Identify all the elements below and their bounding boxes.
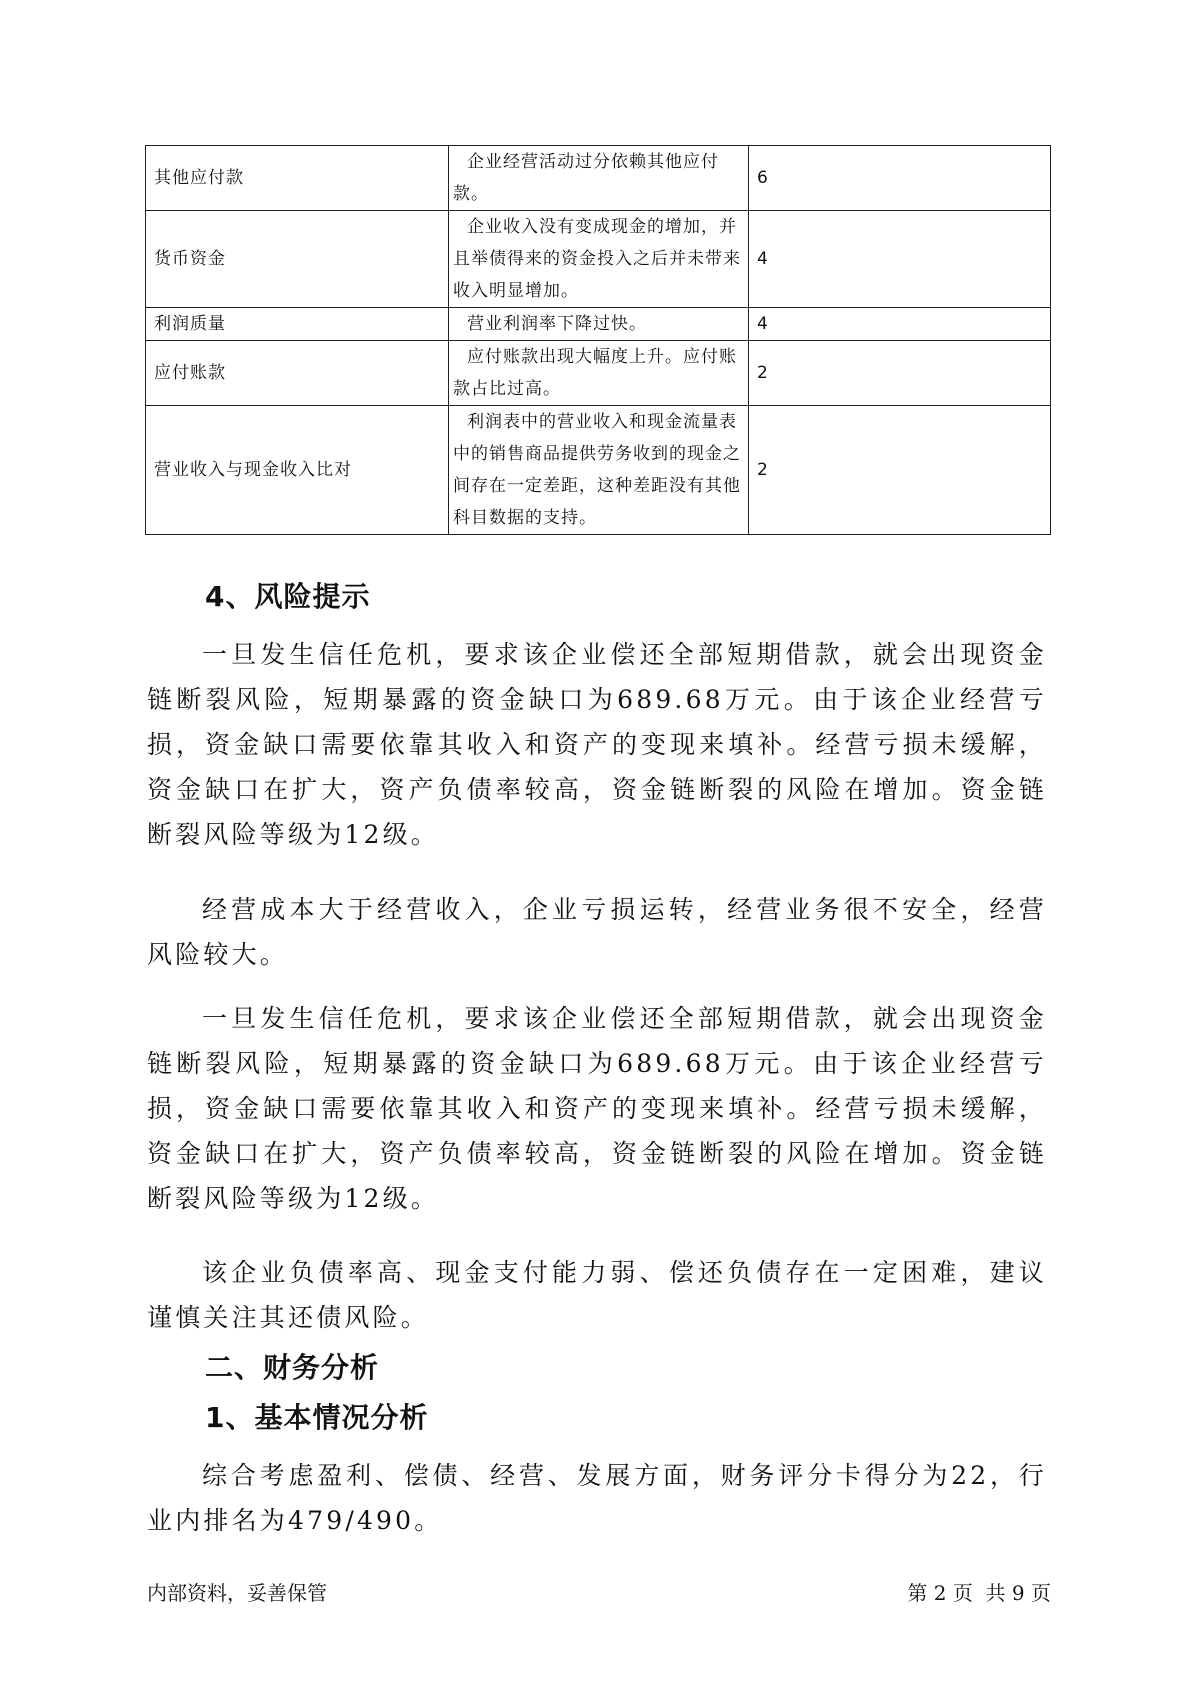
basic-analysis-paragraph: 综合考虑盈利、偿债、经营、发展方面，财务评分卡得分为22，行业内排名为479/490。 [147, 1461, 1047, 1535]
table-cell-desc [449, 406, 749, 535]
table-cell-score: 6 [749, 146, 1051, 211]
finance-section-heading: 二、财务分析 [205, 1351, 380, 1384]
table-row [146, 341, 1051, 406]
table-row [146, 406, 1051, 535]
table-cell-desc-text: 企业收入没有变成现金的增加，并且举债得来的资金投入之后并未带来收入明显增加。 [453, 217, 741, 301]
table-row [146, 146, 1051, 211]
table-cell-desc-text: 利润表中的营业收入和现金流量表中的销售商品提供劳务收到的现金之间存在一定差距，这种差距没有其他科目数据的支持。 [453, 412, 741, 528]
table-cell-item: 货币资金 [146, 211, 449, 308]
table-cell-desc [449, 341, 749, 406]
table-cell-desc [449, 211, 749, 308]
table-cell-desc-text: 企业经营活动过分依赖其他应付款。 [453, 152, 719, 204]
basic-analysis-heading: 1、基本情况分析 [205, 1401, 429, 1434]
table-row [146, 211, 1051, 308]
footer-page-number: 第 2 页 共 9 页 [907, 1581, 1051, 1605]
table-cell-item: 营业收入与现金收入比对 [146, 406, 449, 535]
risk-factor-table [145, 145, 1051, 535]
table-cell-item: 其他应付款 [146, 146, 449, 211]
table-cell-desc [449, 308, 749, 341]
table-cell-score: 2 [749, 341, 1051, 406]
table-cell-desc [449, 146, 749, 211]
table-cell-item: 应付账款 [146, 341, 449, 406]
footer-confidential-note: 内部资料，妥善保管 [147, 1581, 327, 1605]
table-cell-score: 2 [749, 406, 1051, 535]
risk-paragraph-2: 经营成本大于经营收入，企业亏损运转，经营业务很不安全，经营风险较大。 [147, 895, 1047, 969]
table-cell-score: 4 [749, 211, 1051, 308]
risk-paragraph-1: 一旦发生信任危机，要求该企业偿还全部短期借款，就会出现资金链断裂风险，短期暴露的资金缺口为689.68万元。由于该企业经营亏损，资金缺口需要依靠其收入和资产的变现来填补。经营亏损未缓解，资金缺口在扩大，资产负债率较高，资金链断裂的风险在增加。资金链断裂风险等级为12级。 [147, 640, 1047, 849]
risk-section-heading: 4、风险提示 [205, 580, 371, 613]
table-cell-item: 利润质量 [146, 308, 449, 341]
table-row [146, 308, 1051, 341]
risk-paragraph-3: 一旦发生信任危机，要求该企业偿还全部短期借款，就会出现资金链断裂风险，短期暴露的资金缺口为689.68万元。由于该企业经营亏损，资金缺口需要依靠其收入和资产的变现来填补。经营亏损未缓解，资金缺口在扩大，资产负债率较高，资金链断裂的风险在增加。资金链断裂风险等级为12级。 [147, 1004, 1047, 1213]
table-cell-desc-text: 应付账款出现大幅度上升。应付账款占比过高。 [453, 347, 737, 399]
risk-paragraph-4: 该企业负债率高、现金支付能力弱、偿还负债存在一定困难，建议谨慎关注其还债风险。 [147, 1258, 1047, 1332]
table-cell-score: 4 [749, 308, 1051, 341]
table-cell-desc-text: 营业利润率下降过快。 [467, 314, 647, 334]
